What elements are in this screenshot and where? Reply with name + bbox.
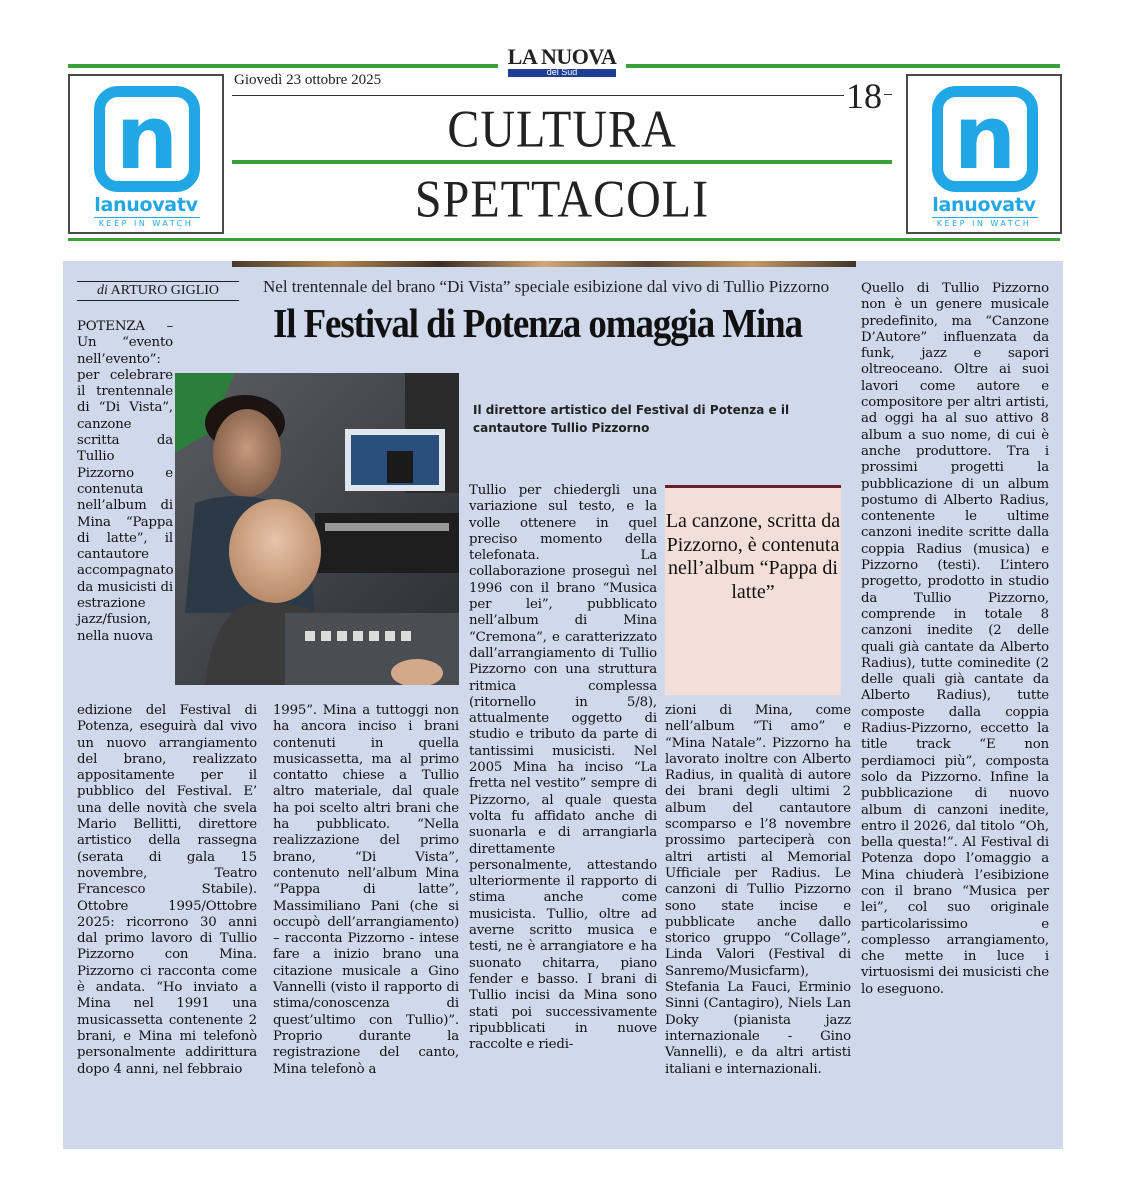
pull-quote-text: La canzone, scritta da Pizzorno, è contenuta nell’album “Pappa di latte”	[665, 510, 841, 603]
body-column-1-bottom: edizione del Festival di Potenza, eseguirà dal vivo un nuovo arrangiamento del brano, realizzato appositamente per il pubblico del Festival. E’ una delle novità che svela Mario Bellitti, direttore artistico della rassegna (serata di gala 15 novembre, Teatro Francesco Stabile). Ottobre 1995/Ottobre 2025: ricorrono 30 anni dal primo lavoro di Tullio Pizzorno con Mina. Pizzorno ci racconta come è andata. “Ho inviato a Mina nel 1991 una musicassetta contenente 2 brani, e Mina mi telefonò personalmente addirittura dopo 4 anni, nel febbraio	[77, 703, 257, 1077]
masthead-subtitle: del Sud	[546, 67, 578, 77]
logo-tagline: KEEP IN WATCH	[98, 219, 194, 228]
lanuovatv-logo-left	[68, 74, 224, 234]
logo-name: lanuovatv	[94, 194, 198, 216]
photo-strip-top	[232, 261, 856, 267]
logo-name: lanuovatv	[932, 194, 1036, 216]
body-column-4: zioni di Mina, come nell’album “Ti amo” e “Mina Natale”. Pizzorno ha lavorato inoltre con Alberto Radius, in qualità di autore dei brani degli ultimi 2 album del cantautore scomparso e l’8 novembre prossimo parteciperà con altri artisti al Memorial Ufficiale per Radius. Le canzoni di Tullio Pizzorno sono state incise e pubblicate anche dallo storico gruppo “Collage”, Linda Valori (Festival di Sanremo/Musicfarm), Stefania La Fauci, Erminio Sinni (Cantagiro), Niels Lan Doky (pianista jazz internazionale - Gino Vannelli), e da altri artisti italiani e internazionali.	[665, 703, 851, 1077]
photo-caption: Il direttore artistico del Festival di Potenza e il cantautore Tullio Pizzorno	[473, 403, 790, 435]
n-logo-icon: n	[94, 86, 200, 192]
section-title-spettacoli: SPETTACOLI	[414, 170, 710, 229]
section-rule	[232, 160, 892, 164]
date-rule	[232, 95, 844, 96]
n-logo-icon: n	[932, 86, 1038, 192]
body-column-3: Tullio per chiedergli una variazione sul testo, e la volle ottenere in quel preciso momento della telefonata. La collaborazione proseguì nel 1996 con il brano “Musica per lei”, pubblicato nell’album di Mina “Cremona”, e caratterizzato dall’arrangiamento di Tullio Pizzorno con una struttura ritmica complessa (ritornello in 5/8), attualmente oggetto di studio e tributo da parte di tantissimi musicisti. Nel 2005 Mina ha inciso “La fretta nel vestito” sempre di Pizzorno, al quale questa volta fu affidato anche di suonarla e di arrangiarla direttamente personalmente, attestando ulteriormente il rapporto di stima anche come musicista. Tullio, oltre ad averne scritto musica e testi, ne è arrangiatore e ha suonato chitarra, piano fender e basso. I brani di Tullio incisi da Mina sono stati poi successivamente ripubblicati in nuove raccolte e riedi-	[469, 483, 657, 1053]
article-headline: Il Festival di Potenza omaggia Mina	[273, 300, 802, 346]
byline-author: ARTURO GIGLIO	[110, 283, 220, 298]
logo-tagline: KEEP IN WATCH	[936, 219, 1032, 228]
byline	[77, 281, 239, 301]
studio-photo	[175, 373, 459, 685]
article	[63, 261, 1063, 1149]
article-kicker: Nel trentennale del brano “Di Vista” speciale esibizione dal vivo di Tullio Pizzorno	[263, 277, 830, 296]
page-number: 18	[846, 76, 882, 116]
byline-prefix: di	[96, 283, 108, 298]
masthead-title: LA NUOVA	[507, 44, 617, 69]
section-title-cultura: CULTURA	[447, 100, 677, 159]
body-column-2: 1995”. Mina a tuttoggi non ha ancora inciso i brani contenuti in quella musicassetta, ma al primo contatto chiese a Tullio altro materiale, dal quale ha poi scelto altri brani che ha pubblicato. “Nella realizzazione del primo brano, “Di Vista”, contenuto nell’album Mina “Pappa di latte”, Massimiliano Pani (che si occupò dell’arrangiamento) – racconta Pizzorno - intese fare a inizio brano una citazione musicale a Gino Vannelli (visto il rapporto di stima/conoscenza di quest’ultimo con Tullio)”. Proprio durante la registrazione del canto, Mina telefonò a	[273, 703, 459, 1077]
masthead-logo	[498, 44, 626, 80]
logo-divider	[932, 217, 1038, 218]
lanuovatv-logo-right	[906, 74, 1062, 234]
header-rule-top-left	[68, 64, 498, 68]
logo-divider	[94, 217, 200, 218]
page-number-dash	[884, 94, 892, 95]
article-photo	[175, 373, 459, 685]
body-column-5: Quello di Tullio Pizzorno non è un genere musicale predefinito, ma “Canzone D’Autore” influenzata da funk, jazz e sapori oltreoceano. Oltre ai suoi lavori come autore e compositore per altri artisti, ad oggi ha al suo attivo 8 album a suo nome, di cui è anche produttore. Tra i prossimi progetti la pubblicazione di un album postumo di Alberto Radius, contenente le ultime canzoni inedite scritte dalla coppia Radius (musica) e Pizzorno (testi). L’intero progetto, prodotto in studio da Tullio Pizzorno, comprende in totale 8 canzoni inedite (2 delle quali già cantate da Alberto Radius), tutte cominedite (2 delle quali già cantate da Alberto Radius), tutte composte dalla coppia Radius-Pizzorno, eccetto la title track “E non perdiamoci più”, composta solo da Pizzorno. Infine la pubblicazione di nuovo album di canzoni inedite, entro il 2026, dal titolo “Oh, bella questa!”. Al Festival di Potenza dopo l’omaggio a Mina chiuderà l’esibizione con il brano “Musica per lei”, col suo originale particolarissimo e complesso arrangiamento, che mette in luce i virtuosismi dei musicisti che lo eseguono.	[861, 281, 1050, 997]
issue-date: Giovedì 23 ottobre 2025	[234, 72, 382, 88]
pull-quote	[665, 485, 841, 695]
header-rule-top-right	[626, 64, 1060, 68]
body-column-1-top: POTENZA – Un “evento nell’evento”: per celebrare il trentennale di “Di Vista”, canzone scritta da Tullio Pizzorno e contenuta nell’album di Mina “Pappa di latte”, il cantautore accompagnato da musicisti di estrazione jazz/fusion, nella nuova	[77, 319, 174, 644]
header-rule-bottom	[68, 238, 1060, 241]
